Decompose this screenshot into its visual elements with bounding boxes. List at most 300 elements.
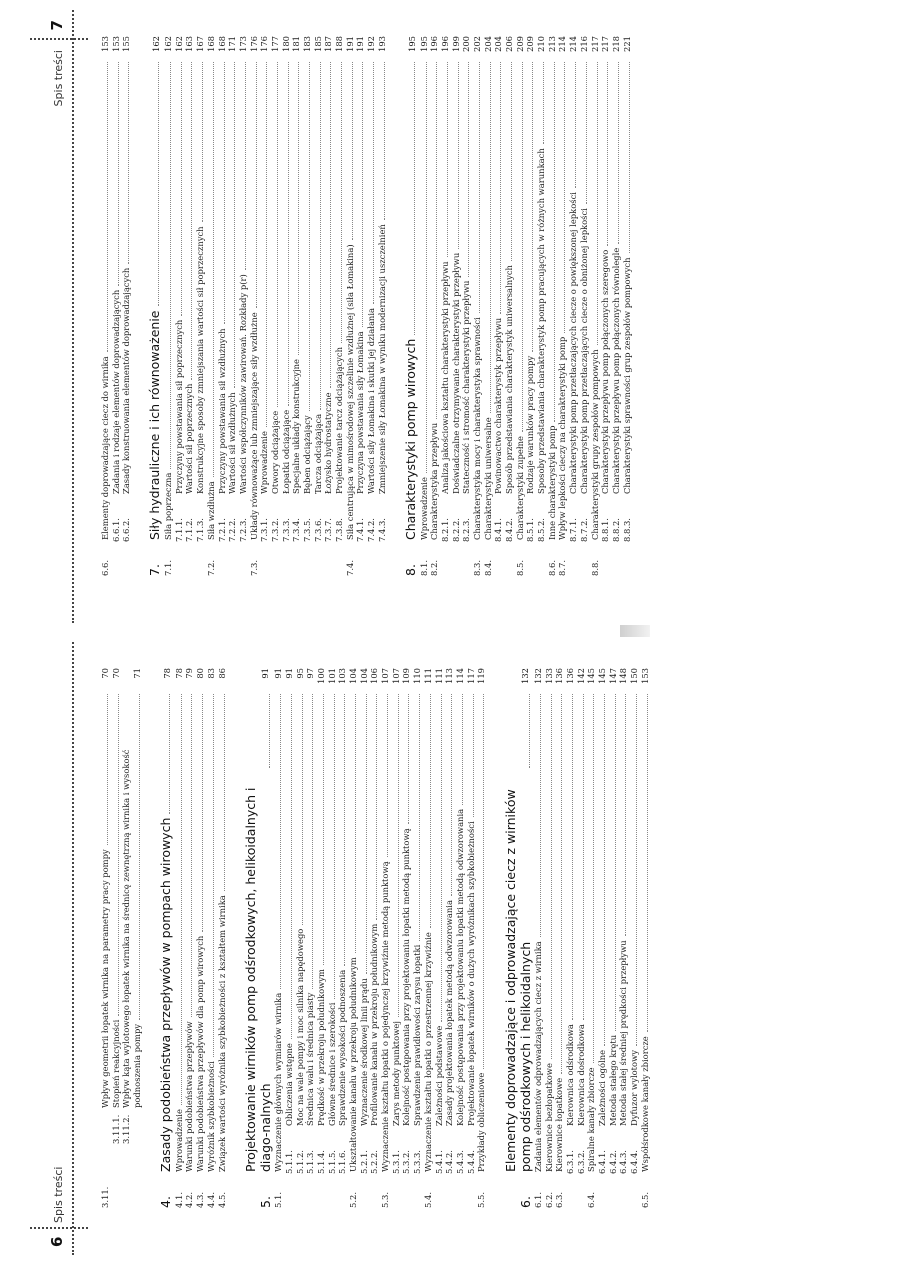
toc-entry[interactable] — [504, 36, 515, 576]
dot-leader — [408, 694, 409, 824]
toc-number: 8.4.1. — [493, 518, 504, 542]
toc-title: Łopatki odciążające — [280, 409, 291, 494]
toc-page: 180 — [280, 36, 291, 52]
toc-page: 217 — [589, 36, 600, 52]
toc-title: Wprowadzenie — [173, 1109, 184, 1172]
toc-entry[interactable] — [515, 36, 526, 576]
toc-page: 200 — [461, 36, 472, 52]
toc-chapter[interactable] — [402, 36, 419, 576]
toc-page: 204 — [482, 36, 493, 52]
toc-entry[interactable] — [334, 36, 345, 576]
toc-number: 8.7. — [557, 560, 568, 576]
toc-entry[interactable] — [100, 668, 111, 1208]
toc-number: 7.2.2. — [227, 518, 238, 542]
toc-chapter[interactable] — [501, 668, 533, 1208]
toc-title: Wyznaczenie kształtu łopatki o pojedynczej krzywiźnie metodą punktową — [380, 861, 391, 1172]
toc-page: 199 — [450, 36, 461, 52]
toc-title: Projektowanie łopatek wirników o dużych wyróżnikach szybkobieżności — [465, 821, 476, 1126]
toc-number: 7.3.2. — [269, 518, 280, 542]
toc-page: 103 — [337, 668, 348, 684]
toc-page: 101 — [326, 668, 337, 684]
toc-title: Wartości sił wzdłużnych — [227, 392, 238, 494]
dot-leader — [430, 694, 431, 928]
toc-entry[interactable] — [444, 668, 455, 1208]
toc-entry[interactable] — [316, 668, 327, 1208]
toc-title: Zadania elementów odprowadzających ciecz z wirnika — [532, 941, 543, 1172]
toc-title: Projektowanie tarcz odciążających — [334, 347, 345, 494]
toc-title: Łożysko hydrostatyczne — [323, 392, 334, 494]
toc-entry[interactable] — [472, 36, 483, 576]
toc-page: 110 — [412, 668, 423, 684]
toc-title: Sposób przedstawiania charakterystyk uniwersalnych — [504, 265, 514, 494]
toc-page: 136 — [565, 668, 575, 684]
dot-leader — [529, 694, 530, 768]
toc-entry[interactable] — [238, 36, 249, 576]
dot-leader — [458, 62, 459, 249]
toc-entry[interactable] — [451, 36, 462, 576]
toc-number: 6.1. — [532, 1192, 543, 1208]
toc-title: Charakterystyki pomp przetłaczających ciecze o powiększonej lepkości — [568, 192, 579, 494]
toc-page: 70 — [110, 668, 121, 679]
toc-entry[interactable] — [440, 36, 451, 576]
toc-page: 195 — [418, 36, 429, 52]
toc-entry[interactable] — [618, 668, 629, 1208]
toc-entry[interactable] — [429, 36, 440, 576]
toc-page: 107 — [390, 668, 401, 684]
toc-number: 6.5. — [639, 1192, 650, 1208]
toc-page: 97 — [305, 668, 316, 679]
toc-title: Charakterystyki uniwersalne — [482, 417, 493, 540]
toc-number: 7.3.1. — [259, 518, 270, 542]
toc-number: 6.6.2. — [121, 518, 132, 542]
toc-number: 5.3.1. — [390, 1150, 401, 1174]
toc-entry[interactable] — [568, 36, 579, 576]
dot-leader — [564, 62, 565, 333]
toc-entry[interactable] — [629, 668, 640, 1208]
dot-leader — [473, 694, 474, 817]
toc-title: Elementy doprowadzające ciecz do wirnika — [100, 356, 110, 540]
dot-leader — [373, 62, 374, 304]
toc-title: Wyróżnik szybkobieżności — [205, 1061, 216, 1172]
toc-entry[interactable] — [640, 668, 651, 1208]
toc-entry[interactable] — [565, 668, 576, 1208]
toc-number: 6.4.1. — [597, 1150, 608, 1174]
toc-title: Warunki podobieństwa przepływów dla pomp wirowych — [195, 935, 206, 1172]
toc-entry[interactable] — [281, 36, 292, 576]
toc-title: Związek wartości wyróżnika szybkobieżności z kształtem wirnika — [216, 895, 227, 1172]
toc-number: 5.4.2. — [444, 1150, 455, 1174]
toc-page: 86 — [216, 668, 227, 679]
toc-entry[interactable] — [227, 36, 238, 576]
toc-entry[interactable] — [377, 36, 388, 576]
toc-page: 153 — [110, 36, 121, 52]
toc-page: 209 — [525, 36, 536, 52]
toc-entry[interactable] — [195, 668, 206, 1208]
toc-entry[interactable] — [184, 668, 195, 1208]
toc-number: 7.2.3. — [237, 518, 248, 542]
dot-leader — [366, 694, 367, 974]
toc-title: Zarys metody punktowej — [390, 1021, 401, 1126]
dot-leader — [334, 694, 335, 999]
dot-leader — [543, 62, 544, 144]
toc-title: Elementy doprowadzające i odprowadzające ciecz z wirników pomp odśrodkowych i helikoidalnych — [502, 789, 533, 1172]
dot-leader — [202, 694, 203, 932]
toc-title: Przyczyna powstawania siły Łomakina — [355, 331, 366, 494]
toc-number: 5.2.1. — [358, 1150, 369, 1174]
toc-title: Analiza jakościowa kształtu charakterystyki przepływu — [439, 261, 450, 494]
dot-leader — [511, 62, 512, 261]
toc-entry[interactable] — [327, 668, 338, 1208]
dot-leader — [302, 694, 303, 925]
toc-title: Kierownice bezłopatkowe — [543, 1063, 554, 1172]
toc-entry[interactable] — [483, 36, 494, 576]
dot-leader — [551, 694, 552, 1059]
dot-leader — [451, 694, 452, 896]
toc-page: 176 — [259, 36, 270, 52]
toc-number: 7.3.8. — [334, 518, 345, 542]
toc-page: 192 — [366, 36, 377, 52]
toc-entry[interactable] — [217, 36, 228, 576]
toc-page: 206 — [504, 36, 514, 52]
toc-entry[interactable] — [217, 668, 228, 1208]
toc-entry[interactable] — [608, 668, 619, 1208]
toc-title: Wpływ kąta wylotowego łopatek wirnika na średnicę zewnętrzną wirnika i wysokość — [121, 749, 132, 1108]
toc-entry-number: 3.11. — [100, 1186, 110, 1208]
toc-title: Wpływ geometrii łopatek wirnika na parametry pracy pompy — [100, 849, 110, 1108]
toc-number: 5.1.5. — [326, 1150, 337, 1174]
toc-entry[interactable] — [600, 36, 611, 576]
toc-entry[interactable] — [557, 36, 568, 576]
toc-page: 155 — [121, 36, 132, 52]
toc-number: 6.6. — [100, 560, 110, 576]
toc-entry[interactable] — [461, 36, 472, 576]
toc-title: Kolejność postępowania przy projektowaniu łopatki metodą punktową — [401, 828, 412, 1126]
toc-entry[interactable] — [121, 668, 132, 1208]
dot-leader — [586, 62, 587, 204]
toc-entry[interactable] — [476, 668, 487, 1208]
toc-title: Stateczność i stromość charakterystyki przepływu — [461, 280, 472, 494]
toc-number: 5.1.6. — [337, 1150, 348, 1174]
right-page — [0, 0, 899, 631]
toc-number: 6.4.3. — [618, 1150, 629, 1174]
toc-entry[interactable] — [493, 36, 504, 576]
toc-entry[interactable] — [586, 668, 597, 1208]
header-rule — [72, 642, 74, 1255]
toc-number: 7.2. — [205, 560, 216, 576]
toc-title: Kierownica dośrodkowa — [575, 1024, 586, 1126]
toc-entry[interactable] — [313, 36, 324, 576]
toc-number: 8.2.1. — [439, 518, 450, 542]
toc-entry[interactable] — [249, 36, 260, 576]
toc-title: Wartości siły Łomakina i skutki jej działania — [366, 308, 377, 494]
dot-leader — [532, 62, 533, 352]
toc-entry[interactable] — [536, 36, 547, 576]
toc-title: Kierownica odśrodkowa — [565, 1024, 575, 1126]
toc-page: 104 — [358, 668, 369, 684]
toc-page: 145 — [597, 668, 608, 684]
toc-number: 6.2. — [543, 1192, 554, 1208]
toc-entry[interactable] — [547, 36, 558, 576]
toc-entry[interactable] — [295, 668, 306, 1208]
toc-entry[interactable] — [544, 668, 555, 1208]
dot-leader — [384, 62, 385, 220]
toc-page: 191 — [355, 36, 366, 52]
toc-entry[interactable] — [273, 668, 284, 1208]
toc-number: 8.7.2. — [578, 518, 589, 542]
toc-entry[interactable] — [466, 668, 477, 1208]
toc-number: 7.4.1. — [355, 518, 366, 542]
header-vertical-rule — [30, 1227, 88, 1229]
toc-title: Spiralne kanały zbiorcze — [586, 1067, 597, 1172]
toc-title: Przyczyny powstawania sił wzdłużnych — [216, 328, 227, 494]
toc-title: Wyznaczenie środkowej linii prądu — [358, 978, 369, 1126]
toc-title: Sposoby przedstawiania charakterystyk pomp pracujących w różnych warunkach — [536, 148, 547, 494]
toc-entry[interactable] — [195, 36, 206, 576]
toc-number: 7.4. — [344, 560, 355, 576]
toc-number: 5.5. — [476, 1192, 487, 1208]
dot-leader — [593, 694, 594, 1063]
running-head: Spis treści — [52, 1166, 65, 1223]
dot-leader — [462, 694, 463, 805]
dot-leader — [181, 694, 182, 1105]
toc-title: Doświadczalne otrzymywanie charakterystyki przepływu — [450, 252, 461, 494]
toc-title: Specjalne układy konstrukcyjne — [291, 359, 302, 494]
toc-entry[interactable] — [345, 36, 356, 576]
toc-page: 83 — [205, 668, 216, 679]
toc-entry[interactable] — [302, 36, 313, 576]
dot-leader — [575, 62, 576, 188]
dot-leader — [288, 62, 289, 406]
toc-entry[interactable] — [579, 36, 590, 576]
toc-title: Metoda stałej średniej prędkości przepływu — [618, 940, 629, 1126]
toc-entry[interactable] — [184, 36, 195, 576]
toc-entry[interactable] — [337, 668, 348, 1208]
toc-entry[interactable] — [423, 668, 434, 1208]
toc-number: 3.11.2. — [121, 1114, 132, 1144]
toc-entry[interactable] — [554, 668, 565, 1208]
toc-number: 5.1.2. — [294, 1150, 305, 1174]
toc-entry[interactable] — [419, 36, 430, 576]
toc-title: podnoszenia pompy — [132, 1023, 143, 1108]
toc-page: 70 — [100, 668, 110, 679]
dot-leader — [352, 62, 353, 240]
toc-title: Prędkość w przekroju południkowym — [315, 969, 326, 1126]
toc-number: 7.3.5. — [302, 518, 312, 542]
toc-title: Średnica wału i średnica piasty — [305, 992, 316, 1126]
toc-entry[interactable] — [206, 36, 217, 576]
toc-number: 7.2.1. — [216, 518, 227, 542]
toc-title: Charakterystyki sprawności grup zespołów pompowych — [621, 257, 632, 494]
toc-entry[interactable] — [611, 36, 622, 576]
toc-number: 8.2.2. — [450, 518, 461, 542]
toc-title: Wpływ lepkości cieczy na charakterystyki pomp — [557, 336, 568, 540]
toc-title: Zależności ogólne — [597, 1049, 608, 1126]
toc-number: 8.8. — [589, 560, 600, 576]
toc-entry[interactable] — [366, 36, 377, 576]
toc-page: 109 — [401, 668, 412, 684]
toc-entry[interactable] — [455, 668, 466, 1208]
toc-page: 185 — [312, 36, 323, 52]
toc-page: 91 — [273, 668, 284, 679]
toc-page: 104 — [348, 668, 358, 684]
dot-leader — [158, 62, 159, 307]
toc-entry[interactable] — [174, 36, 185, 576]
toc-entry[interactable] — [369, 668, 380, 1208]
dot-leader — [426, 62, 427, 473]
toc-page: 111 — [422, 668, 433, 684]
toc-entry[interactable] — [323, 36, 334, 576]
dot-leader — [213, 694, 214, 1057]
toc-title: Dyfuzor wylotowy — [629, 1050, 640, 1126]
dot-leader — [118, 694, 119, 1016]
toc-entry[interactable] — [348, 668, 359, 1208]
toc-number: 6.3.2. — [575, 1150, 586, 1174]
toc-number: 7.1.3. — [195, 518, 206, 542]
toc-title: Charakterystyki pomp wirowych — [402, 338, 418, 540]
toc-entry[interactable] — [391, 668, 402, 1208]
toc-entry[interactable] — [401, 668, 412, 1208]
toc-entry[interactable] — [100, 36, 111, 576]
dot-leader — [607, 62, 608, 246]
toc-number: 7.1.2. — [184, 518, 195, 542]
toc-number: 7. — [147, 564, 163, 576]
toc-title: Siła wzdłużna — [205, 481, 216, 540]
toc-title: Wprowadzenie — [418, 477, 429, 540]
dot-leader — [269, 694, 270, 768]
toc-number: 4.1. — [173, 1192, 184, 1208]
toc-title: Kolejność postępowania przy projektowaniu łopatki metodą odwzorowania — [454, 808, 465, 1126]
toc-entry[interactable] — [284, 668, 295, 1208]
toc-number: 8.4.2. — [504, 518, 514, 542]
toc-title: Rodzaje warunków pracy pompy — [525, 355, 536, 494]
toc-entry[interactable] — [111, 668, 122, 1208]
toc-chapter[interactable] — [146, 36, 163, 576]
toc-title: Charakterystyka mocy i charakterystyka sprawności — [471, 317, 482, 540]
toc-entry[interactable] — [622, 36, 633, 576]
toc-title: Otwory odciążające — [269, 410, 280, 494]
toc-entry[interactable] — [412, 668, 423, 1208]
toc-page: 163 — [184, 36, 195, 52]
toc-page: 218 — [610, 36, 621, 52]
toc-title: Wyznaczenie głównych wymiarów wirnika — [273, 992, 284, 1172]
toc-title: Charakterystyki grupy zespołów pompowych — [589, 349, 600, 540]
dot-leader — [277, 62, 278, 407]
toc-number: 5.4.1. — [433, 1150, 444, 1174]
toc-entry[interactable] — [270, 36, 281, 576]
toc-title: Siła poprzeczna — [163, 472, 174, 540]
toc-number: 5.4. — [422, 1192, 433, 1208]
dot-leader — [355, 694, 356, 953]
toc-page: 196 — [439, 36, 450, 52]
dot-leader — [181, 62, 182, 316]
toc-entry[interactable] — [259, 36, 270, 576]
dot-leader — [522, 62, 523, 432]
left-page-header — [0, 632, 90, 1263]
dot-leader — [330, 62, 331, 388]
toc-page: 132 — [519, 668, 530, 684]
page-number: 7 — [48, 20, 66, 31]
toc-page: 114 — [454, 668, 465, 684]
toc-chapter[interactable] — [241, 668, 273, 1208]
dot-leader — [191, 62, 192, 380]
dot-leader — [604, 694, 605, 1046]
toc-title: Zasady projektowania łopatek metodą odwzorowania — [444, 900, 455, 1126]
toc-title: Kierownice łopatkowe — [554, 1077, 565, 1172]
toc-entry[interactable] — [359, 668, 370, 1208]
toc-number: 8.5.1. — [525, 518, 536, 542]
dot-leader — [128, 62, 129, 264]
toc-number: 5.2.2. — [369, 1150, 380, 1174]
dot-leader — [298, 62, 299, 355]
toc-page: 106 — [369, 668, 380, 684]
toc-number: 5.1. — [273, 1192, 284, 1208]
toc-number: 6.3.1. — [565, 1150, 575, 1174]
toc-entry[interactable] — [163, 36, 174, 576]
toc-number: 4.2. — [184, 1192, 195, 1208]
toc-title: Charakterystyki przepływu pomp połączonych szeregowo — [600, 249, 611, 494]
dot-leader — [376, 694, 377, 920]
toc-entry[interactable] — [174, 668, 185, 1208]
toc-number: 8.3. — [471, 560, 482, 576]
toc-title: Przyczyny powstawania sił poprzecznych — [173, 319, 184, 494]
toc-entry[interactable] — [434, 668, 445, 1208]
toc-number: 8.5. — [514, 560, 525, 576]
toc-title: Ukształtowanie kanału w przekroju południkowym — [348, 957, 358, 1172]
toc-number: 7.3.6. — [312, 518, 323, 542]
toc-number: 5.3.3. — [412, 1150, 423, 1174]
toc-entry[interactable] — [111, 36, 122, 576]
dot-leader — [490, 62, 491, 413]
dot-leader — [280, 694, 281, 989]
toc-number: 3.11.1. — [110, 1114, 121, 1144]
dot-leader — [341, 62, 342, 343]
dot-leader — [224, 62, 225, 324]
toc-entry[interactable] — [597, 668, 608, 1208]
dot-leader — [107, 694, 108, 845]
toc-title: Powinowactwo charakterystyk przepływu — [493, 317, 504, 494]
dot-leader — [224, 694, 225, 891]
toc-entry[interactable] — [291, 36, 302, 576]
toc-number: 4.4. — [205, 1192, 216, 1208]
toc-title: Współśrodkowe kanały zbiorcze — [639, 1036, 650, 1172]
toc-entry[interactable] — [576, 668, 587, 1208]
toc-entry[interactable] — [206, 668, 217, 1208]
toc-entry[interactable] — [121, 36, 132, 576]
dot-leader — [312, 694, 313, 989]
toc-entry[interactable] — [355, 36, 366, 576]
toc-number: 5.3.2. — [401, 1150, 412, 1174]
toc-entry[interactable] — [533, 668, 544, 1208]
dot-leader — [468, 62, 469, 277]
toc-page: 167 — [195, 36, 206, 52]
toc-entry[interactable] — [590, 36, 601, 576]
toc-entry[interactable] — [132, 668, 143, 1208]
toc-number: 7.3. — [248, 560, 259, 576]
dot-leader — [479, 62, 480, 313]
dot-leader — [344, 694, 345, 966]
toc-chapter[interactable] — [157, 668, 174, 1208]
toc-entry[interactable] — [525, 36, 536, 576]
toc-title: Charakterystyki zupełne — [514, 436, 525, 540]
toc-page: 80 — [195, 668, 206, 679]
toc-page: 214 — [568, 36, 579, 52]
dot-leader — [245, 62, 246, 270]
toc-entry[interactable] — [380, 668, 391, 1208]
toc-number: 5.1.1. — [283, 1150, 294, 1174]
toc-title: Układy równoważące lub zmniejszające siły wzdłużne — [248, 312, 259, 540]
toc-entry[interactable] — [305, 668, 316, 1208]
toc-page: 95 — [294, 668, 305, 679]
